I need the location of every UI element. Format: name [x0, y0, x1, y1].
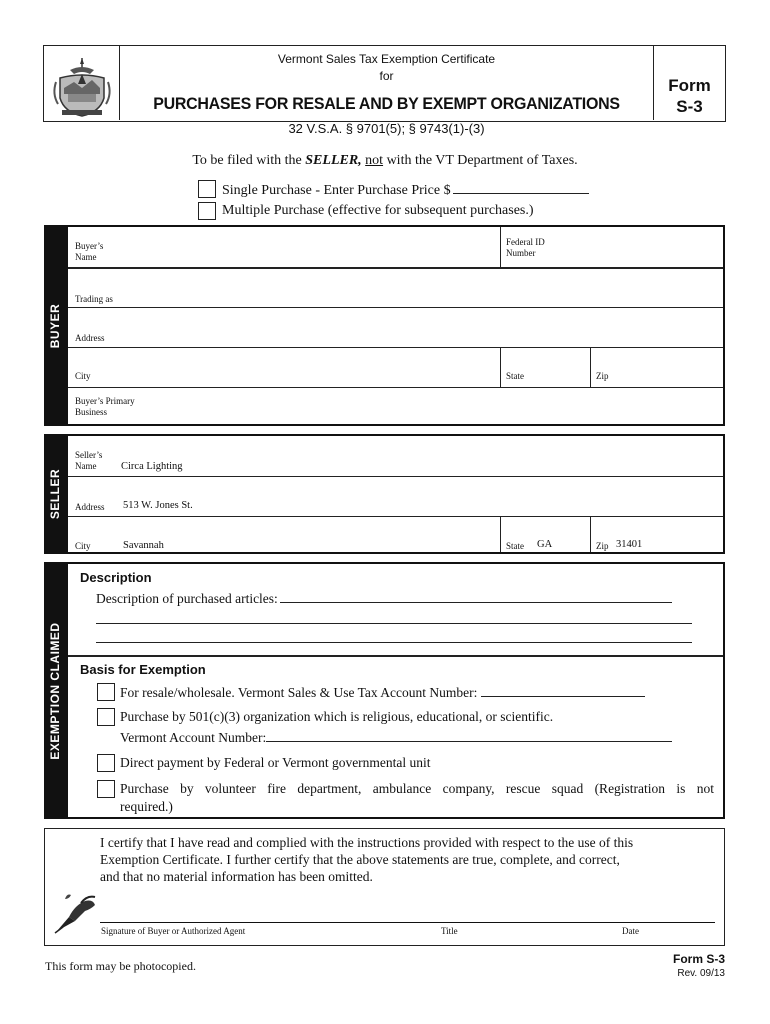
signature-label: Signature of Buyer or Authorized Agent	[101, 926, 246, 936]
description-line-1[interactable]	[280, 590, 672, 603]
trading-as-field[interactable]: Trading as	[75, 294, 113, 304]
federal-id-field[interactable]: Federal ID Number	[506, 237, 545, 258]
photocopy-note: This form may be photocopied.	[45, 959, 196, 973]
seller-address-value[interactable]: 513 W. Jones St.	[123, 500, 193, 511]
buyer-state-field[interactable]: State	[506, 371, 524, 381]
seller-city-value[interactable]: Savannah	[123, 540, 164, 551]
filing-instruction	[0, 153, 770, 169]
date-label: Date	[622, 926, 639, 936]
government-option: Direct payment by Federal or Vermont governmental unit	[120, 755, 431, 770]
description-prompt: Description of purchased articles:	[96, 590, 672, 607]
description-line-2[interactable]	[96, 623, 692, 624]
pen-hand-icon	[51, 887, 101, 937]
single-purchase-checkbox[interactable]	[198, 180, 216, 198]
501c3-checkbox[interactable]	[97, 708, 115, 726]
certify-line-3: and that no material information has been omitted.	[100, 869, 373, 884]
seller-zip-label: Zip	[596, 541, 609, 551]
buyer-section	[66, 225, 725, 426]
seller-city-label: City	[75, 541, 91, 551]
form-number: S-3	[676, 97, 703, 116]
volunteer-option: Purchase by volunteer fire department, ambulance company, rescue squad (Registration is not	[120, 781, 714, 796]
seller-state-label: State	[506, 541, 524, 551]
filing-suffix: with the VT Department of Taxes.	[383, 153, 578, 168]
description-heading: Description	[80, 570, 152, 585]
volunteer-checkbox[interactable]	[97, 780, 115, 798]
primary-business-field[interactable]: Buyer’s Primary Business	[75, 396, 135, 417]
header-line1: Vermont Sales Tax Exemption Certificate	[277, 52, 496, 66]
buyer-city-field[interactable]: City	[75, 371, 91, 381]
501c3-account-line[interactable]	[266, 729, 672, 742]
filing-prefix: To be filed with the	[192, 153, 306, 168]
government-checkbox[interactable]	[97, 754, 115, 772]
seller-section-tab: SELLER	[44, 434, 66, 554]
signature-line[interactable]	[100, 922, 715, 923]
exemption-section	[66, 562, 725, 819]
certification-box	[44, 828, 725, 946]
buyer-section-tab: BUYER	[44, 225, 66, 426]
description-line-3[interactable]	[96, 642, 692, 643]
single-purchase-label: Single Purchase - Enter Purchase Price $	[222, 181, 589, 199]
footer-revision: Rev. 09/13	[677, 968, 725, 979]
seller-state-value[interactable]: GA	[537, 539, 553, 550]
buyer-zip-field[interactable]: Zip	[596, 371, 609, 381]
seller-address-label: Address	[75, 502, 105, 512]
buyer-address-field[interactable]: Address	[75, 333, 105, 343]
footer-form-number: Form S-3	[672, 952, 725, 966]
resale-account-line[interactable]	[481, 684, 645, 697]
basis-heading: Basis for Exemption	[80, 662, 206, 677]
statute-reference: 32 V.S.A. § 9701(5); § 9743(1)-(3)	[288, 121, 485, 136]
exemption-section-tab: EXEMPTION CLAIMED	[44, 562, 66, 819]
seller-section	[66, 434, 725, 554]
filing-seller: SELLER,	[305, 153, 362, 168]
seller-zip-value[interactable]: 31401	[616, 539, 643, 550]
resale-checkbox[interactable]	[97, 683, 115, 701]
vermont-seal-icon	[50, 54, 114, 118]
501c3-option: Purchase by 501(c)(3) organization which is religious, educational, or scientific.	[120, 709, 554, 724]
title-label: Title	[441, 926, 458, 936]
header-box	[43, 45, 726, 136]
filing-not: not	[365, 153, 384, 168]
header-line2: for	[379, 69, 394, 83]
certify-line-1: I certify that I have read and complied with the instructions provided with respect to the use of this	[100, 835, 634, 850]
multiple-purchase-label: Multiple Purchase (effective for subsequent purchases.)	[222, 203, 534, 218]
page-title: PURCHASES FOR RESALE AND BY EXEMPT ORGANIZATIONS	[153, 94, 620, 113]
purchase-price-line[interactable]	[453, 181, 589, 194]
volunteer-option-cont: required.)	[120, 799, 173, 814]
multiple-purchase-checkbox[interactable]	[198, 202, 216, 220]
501c3-account: Vermont Account Number:	[120, 729, 672, 746]
certify-line-2: Exemption Certificate. I further certify that the above statements are true, complete, and correct,	[100, 852, 620, 867]
resale-option: For resale/wholesale. Vermont Sales & Use Tax Account Number:	[120, 684, 645, 701]
seller-name-label: Seller’s Name	[75, 450, 103, 471]
buyer-name-field[interactable]: Buyer’s Name	[75, 241, 104, 262]
seller-name-value[interactable]: Circa Lighting	[121, 461, 183, 472]
form-label: Form	[668, 76, 711, 95]
